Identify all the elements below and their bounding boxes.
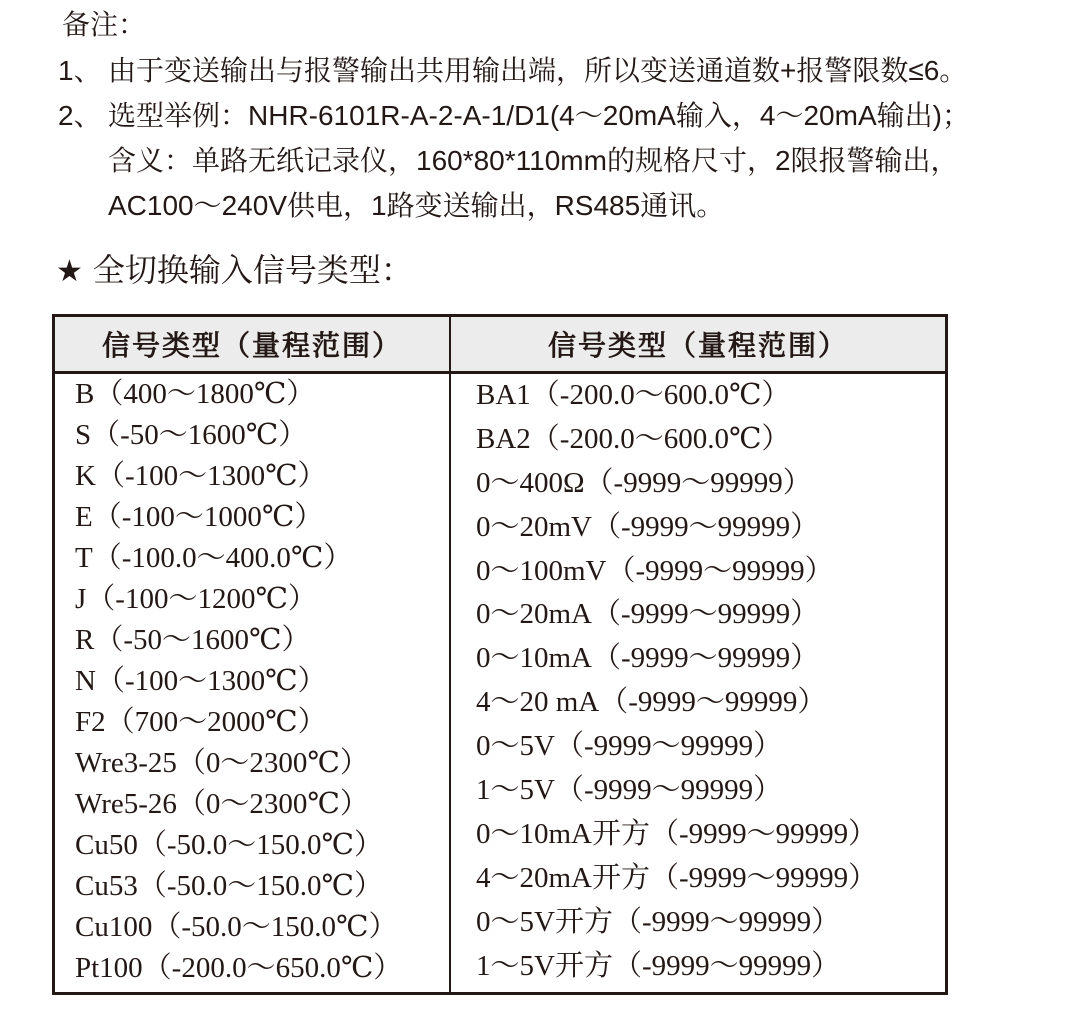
signal-type-entry: 0～10mA开方（-9999～99999） xyxy=(476,817,878,850)
signal-type-entry: Cu50（-50.0～150.0℃） xyxy=(75,829,383,861)
signal-type-entry: J（-100～1200℃） xyxy=(75,583,317,615)
note-item-2-continuation-1: 含义：单路无纸记录仪，160*80*110mm的规格尺寸，2限报警输出， xyxy=(108,145,959,176)
signal-type-entry: 0～20mA（-9999～99999） xyxy=(476,598,820,631)
notes-title: 备注： xyxy=(62,9,147,40)
note-item-1-marker: 1、 xyxy=(58,55,102,86)
signal-type-entry: 4～20mA开方（-9999～99999） xyxy=(476,861,878,894)
signal-type-entry: N（-100～1300℃） xyxy=(75,665,327,697)
signal-type-entry: 0～5V开方（-9999～99999） xyxy=(476,905,841,938)
table-header-left: 信号类型（量程范围） xyxy=(55,317,451,374)
signal-type-entry: BA2（-200.0～600.0℃） xyxy=(476,422,791,455)
signal-type-entry: Pt100（-200.0～650.0℃） xyxy=(75,952,403,984)
signal-type-entry: Wre3-25（0～2300℃） xyxy=(75,747,369,779)
signal-type-entry: 0～5V（-9999～99999） xyxy=(476,730,783,763)
signal-type-entry: Cu100（-50.0～150.0℃） xyxy=(75,911,398,943)
section-title: 全切换输入信号类型： xyxy=(92,252,413,288)
signal-type-entry: 0～400Ω（-9999～99999） xyxy=(476,466,812,499)
signal-type-entry: E（-100～1000℃） xyxy=(75,501,324,533)
signal-type-entry: 0～20mV（-9999～99999） xyxy=(476,510,820,543)
star-icon: ★ xyxy=(56,255,83,288)
signal-type-entry: R（-50～1600℃） xyxy=(75,624,311,656)
signal-type-entry: 0～10mA（-9999～99999） xyxy=(476,642,820,675)
signal-type-entry: 4～20 mA（-9999～99999） xyxy=(476,686,827,719)
signal-type-entry: 1～5V开方（-9999～99999） xyxy=(476,949,841,982)
signal-type-entry: F2（700～2000℃） xyxy=(75,706,327,738)
note-item-2-continuation-2: AC100～240V供电，1路变送输出，RS485通讯。 xyxy=(108,190,725,221)
signal-type-entry: K（-100～1300℃） xyxy=(75,460,327,492)
note-item-2-text: 选型举例：NHR-6101R-A-2-A-1/D1(4～20mA输入，4～20mA输出)； xyxy=(108,100,970,131)
table-cell-left-column xyxy=(55,374,451,992)
signal-type-entry: Cu53（-50.0～150.0℃） xyxy=(75,870,383,902)
section-heading xyxy=(56,250,413,292)
signal-type-entry: S（-50～1600℃） xyxy=(75,419,308,451)
signal-type-entry: BA1（-200.0～600.0℃） xyxy=(476,379,791,411)
signal-type-entry: 0～100mV（-9999～99999） xyxy=(476,554,834,587)
signal-type-entry: 1～5V（-9999～99999） xyxy=(476,774,783,807)
note-item-2 xyxy=(58,99,1068,133)
note-item-2-marker: 2、 xyxy=(58,100,102,131)
signal-type-table xyxy=(52,314,948,995)
table-header-right: 信号类型（量程范围） xyxy=(451,317,945,374)
note-item-1-text: 由于变送输出与报警输出共用输出端，所以变送通道数+报警限数≤6。 xyxy=(108,55,968,86)
signal-type-entry: T（-100.0～400.0℃） xyxy=(75,542,353,574)
signal-type-entry: B（400～1800℃） xyxy=(75,378,316,410)
signal-type-entry: Wre5-26（0～2300℃） xyxy=(75,788,369,820)
note-item-1 xyxy=(58,54,1068,88)
table-cell-right-column xyxy=(451,374,945,992)
